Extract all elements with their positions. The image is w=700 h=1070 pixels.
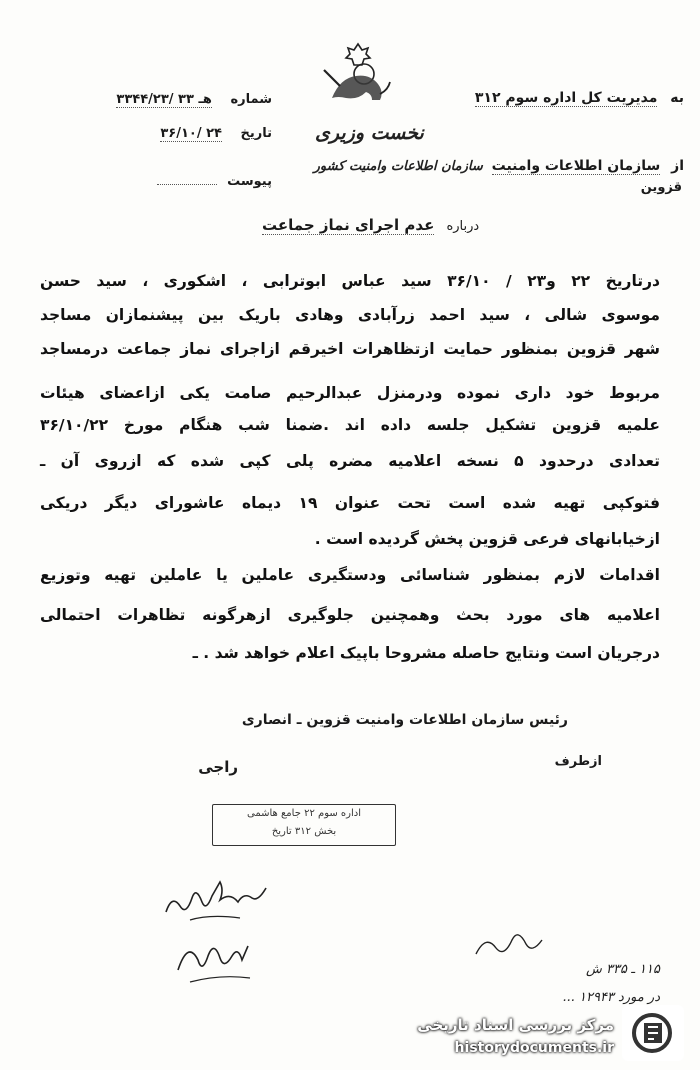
subject-text: عدم اجرای نماز جماعت	[262, 216, 435, 234]
addressee-prefix: به	[670, 90, 684, 106]
handwritten-note-text: در مورد ۱۲۹۴۳ ...	[562, 990, 660, 1005]
handwritten-scribble	[470, 924, 550, 964]
from-prefix: از	[671, 158, 684, 174]
body-line: مربوط خود داری نموده ودرمنزل عبدالرحیم صامت یکی ازاعضای هیئات	[40, 384, 660, 402]
number-label: شماره	[230, 92, 272, 107]
signatory-name: راجی	[198, 758, 238, 776]
body-line: درجریان است ونتایج حاصله مشروحا باپیک اعلام خواهد شد . ـ	[192, 644, 660, 662]
body-line: ازخیابانهای فرعی قزوین پخش گردیده است .	[314, 530, 660, 548]
receipt-stamp	[212, 804, 396, 846]
attachment-row	[170, 174, 272, 189]
from-org-stamp: سازمان اطلاعات وامنیت کشور	[313, 159, 483, 174]
handwritten-signature	[160, 870, 280, 930]
body-line: علمیه قزوین تشکیل جلسه داده اند .ضمنا شب هنگام مورخ ۳۶/۱۰/۲۲	[40, 416, 660, 434]
ministry-name: نخست وزیری	[315, 122, 424, 144]
addressee-line	[475, 90, 684, 107]
history-documents-logo	[620, 1003, 686, 1063]
date-label: تاریخ	[240, 126, 272, 141]
date-row	[92, 126, 272, 142]
from-line	[314, 158, 684, 175]
from-city: قزوین	[640, 180, 682, 195]
body-line: فتوکپی تهیه شده است تحت عنوان ۱۹ دیماه عاشورای دیگر دریکی	[40, 494, 660, 512]
lion-and-sun-emblem	[318, 40, 398, 110]
number-row	[92, 92, 272, 108]
stamp-line-1: اداره سوم ۲۲ جامع هاشمی	[246, 808, 361, 819]
footer-brand-fa: مرکز بررسی اسناد تاریخی	[417, 1016, 614, 1034]
body-line: موسوی شالی ، سید احمد زرآبادی وهادی باریک بین پیشنمازان مساجد	[40, 306, 660, 324]
subject-line	[262, 216, 479, 235]
signature-title: رئیس سازمان اطلاعات وامنیت قزوین ـ انصاری	[241, 712, 568, 728]
date-value: ۳۶/۱۰/ ۲۴	[160, 126, 222, 141]
body-line: شهر قزوین بمنظور حمایت ازتظاهرات اخیرقم ازاجرای نماز جماعت درمساجد	[40, 340, 660, 358]
on-behalf-label: ازطرف	[554, 754, 602, 769]
body-line: اعلامیه های مورد بحث وهمچنین جلوگیری ازهرگونه تظاهرات احتمالی	[40, 606, 660, 624]
body-line: درتاریخ ۲۲ و۲۳ / ۳۶/۱۰ سید عباس ابوترابی ، اشکوری ، سید حسن	[40, 272, 660, 290]
addressee-text: مدیریت کل اداره سوم ۳۱۲	[474, 90, 658, 106]
handwritten-initials	[170, 930, 270, 990]
body-line: تعدادی درحدود ۵ نسخه اعلامیه مضره پلی کپی شده که ازروی آن ـ	[40, 452, 660, 470]
number-value: ۳۳۴۴/۲۳/ ۳۳ هـ	[116, 92, 212, 107]
footer-brand-en: historydocuments.ir	[454, 1040, 614, 1056]
handwritten-note-number: ۱۱۵ ـ ۳۳۵ ش	[586, 962, 660, 977]
stamp-line-2: بخش ۳۱۲ تاریخ	[271, 826, 337, 837]
from-org: سازمان اطلاعات وامنیت	[491, 158, 661, 174]
body-line: اقدامات لازم بمنظور شناسائی ودستگیری عاملین یا عاملین تهیه وتوزیع	[40, 566, 660, 584]
subject-label: درباره	[446, 219, 480, 234]
attachment-label: پیوست	[227, 174, 272, 189]
